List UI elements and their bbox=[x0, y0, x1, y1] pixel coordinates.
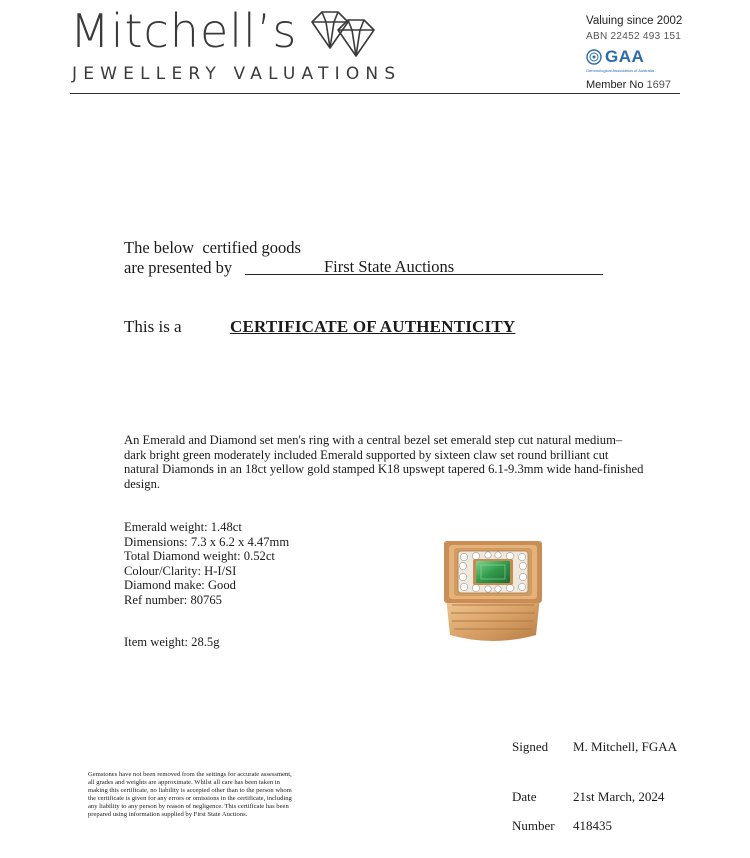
presentation-line-2: are presented by bbox=[124, 258, 233, 277]
number-value: 418435 bbox=[573, 818, 612, 833]
number-label: Number bbox=[512, 818, 555, 833]
spec-diamond-make: Diamond make: Good bbox=[124, 578, 236, 592]
gaa-label: GAA bbox=[605, 47, 645, 66]
member-label: Member No bbox=[586, 79, 644, 91]
ring-image bbox=[438, 535, 548, 647]
item-weight: Item weight: 28.5g bbox=[124, 635, 220, 649]
brand-name: Mitchell’s bbox=[70, 4, 298, 58]
spec-colour-clarity: Colour/Clarity: H-I/SI bbox=[124, 563, 237, 578]
item-description: An Emerald and Diamond set men's ring with a central bezel set emerald step cut natural medium–dark bright green moderately included Emerald supported by sixteen claw set round brilliant cut natural Diamonds in an 18ct yellow gold stamped K18 upswept tapered 6.1-9.3mm wide hand-finished design. bbox=[124, 433, 644, 491]
specs-list bbox=[124, 520, 289, 607]
member-value: 1697 bbox=[646, 79, 672, 91]
presentation-line-1: The below certified goods bbox=[124, 238, 301, 257]
spec-dimensions: Dimensions: 7.3 x 6.2 x 4.47mm bbox=[124, 534, 290, 549]
spec-diamond-weight: Total Diamond weight: 0.52ct bbox=[124, 549, 275, 563]
spec-ref-number: Ref number: 80765 bbox=[124, 592, 222, 607]
date-label: Date bbox=[512, 789, 537, 804]
certificate-prefix: This is a bbox=[124, 317, 182, 336]
header-divider bbox=[70, 93, 680, 94]
valuing-since: Valuing since 2002 bbox=[586, 15, 683, 27]
member-number bbox=[586, 79, 671, 91]
abn-number: ABN 22452 493 151 bbox=[586, 31, 682, 42]
signed-value: M. Mitchell, FGAA bbox=[573, 739, 677, 754]
presented-by-value: First State Auctions bbox=[324, 257, 455, 276]
brand-subtitle: JEWELLERY VALUATIONS bbox=[72, 64, 402, 84]
gaa-badge bbox=[586, 47, 644, 67]
diamond-icon bbox=[308, 8, 378, 60]
spec-emerald-weight: Emerald weight: 1.48ct bbox=[124, 520, 242, 534]
gaa-subtext: Gemmological Association of Australia bbox=[586, 68, 654, 73]
signed-label: Signed bbox=[512, 739, 549, 754]
disclaimer-text: Gemstones have not been removed from the settings for accurate assessment, all grades and weights are approximate. Whilst all care has been taken in making this certificate, no liability is accepted other than to the person whom the certificate is given for any errors or omissions in the certificate, including any liability to any person by reason of negligence. This certificate has been prepared using information supplied by First State Auctions. bbox=[88, 771, 292, 818]
gaa-seal-icon bbox=[586, 49, 602, 65]
date-value: 21st March, 2024 bbox=[573, 789, 665, 804]
certificate-title: CERTIFICATE OF AUTHENTICITY bbox=[230, 317, 516, 336]
